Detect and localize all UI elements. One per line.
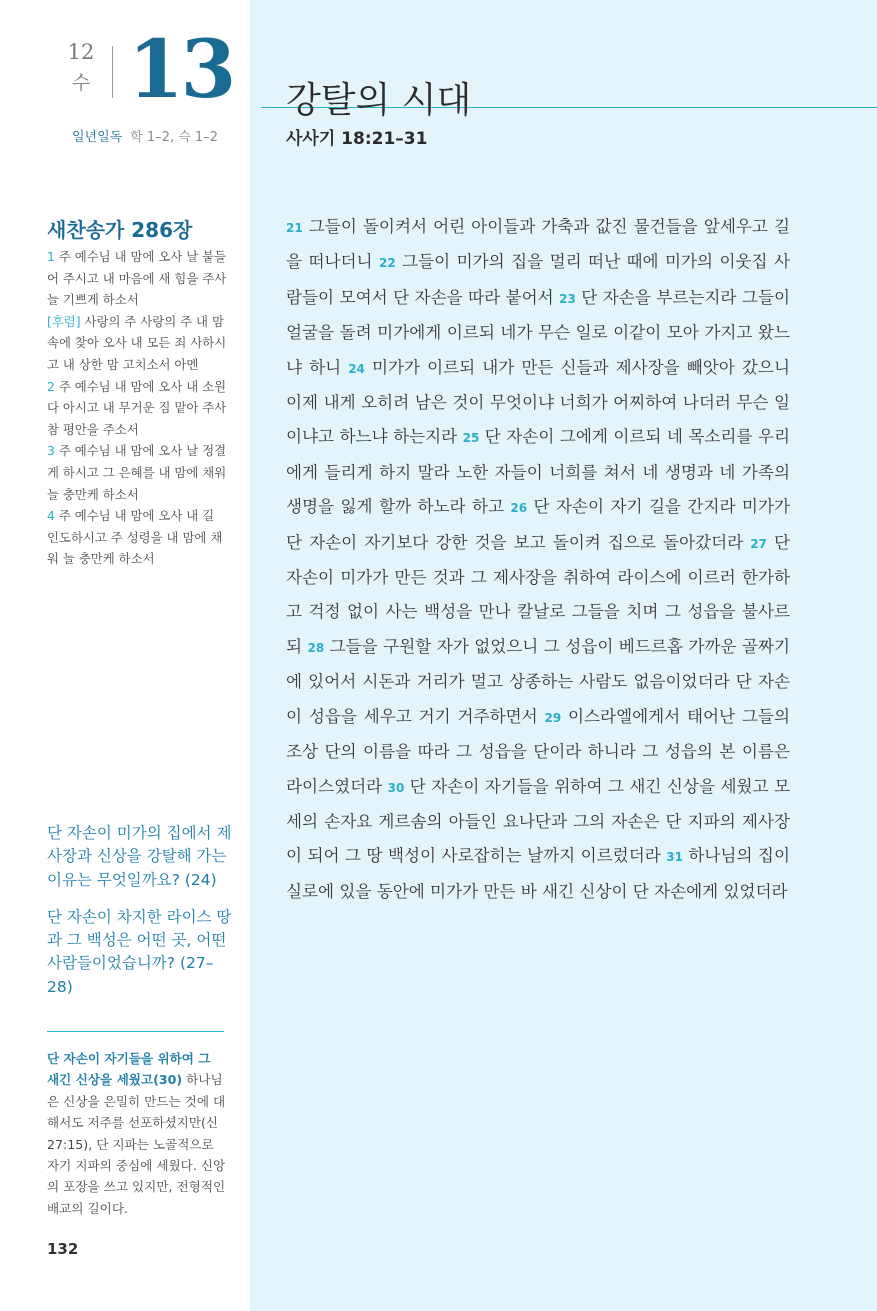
verse-number: 30 [387, 780, 405, 795]
verse-number: 25 [462, 431, 480, 446]
verse-text: 단 자손이 자기 길을 간지라 미가가 단 자손이 자기보다 강한 것을 보고 돌이켜 집으로 돌아갔더라 [286, 497, 791, 552]
day-number: 13 [128, 22, 234, 116]
page-title: 강탈의 시대 [286, 80, 472, 122]
verse-text: 단 자손이 그에게 이르되 네 목소리를 우리에게 들리게 하지 말라 노한 자들이 너희를 쳐서 네 생명과 네 가족의 생명을 잃게 할까 하노라 하고 [286, 427, 790, 517]
note-divider [47, 1031, 224, 1032]
annual-reading-refs: 학 1–2, 슥 1–2 [130, 130, 218, 145]
verse-text: 단 자손이 미가가 만든 것과 그 제사장을 취하여 라이스에 이르러 한가하고 걱정 없이 사는 백성을 만나 칼날로 그들을 치며 그 성읍을 불사르되 [286, 532, 790, 656]
hymn-verse [47, 246, 227, 311]
verse-text: 그들이 돌이켜서 어린 아이들과 가축과 값진 물건들을 앞세우고 길을 떠나더니 [286, 217, 790, 272]
hymn-verse-text: 주 예수님 내 맘에 오사 날 붙들어 주시고 내 마음에 새 힘을 주사 늘 기쁘게 하소서 [47, 249, 227, 308]
hymn-refrain [47, 311, 227, 376]
verse-number: 29 [544, 710, 562, 725]
sidebar [0, 0, 250, 1311]
verse-number: 27 [750, 536, 767, 551]
hymn-verse-text: 주 예수님 내 맘에 오사 내 길 인도하시고 주 성령을 내 맘에 채워 늘 충만케 하소서 [47, 508, 223, 567]
hymn-verse [47, 376, 227, 441]
hymn-verse [47, 505, 227, 570]
scripture-reference: 사사기 18:21–31 [286, 129, 428, 149]
annual-reading-label: 일년일독 [72, 130, 123, 145]
weekday: 수 [71, 72, 91, 94]
month-number: 12 [67, 40, 95, 64]
verse-number: 31 [666, 850, 683, 865]
verse-number: 22 [378, 256, 396, 271]
hymn-refrain-label: [후렴] [47, 313, 81, 329]
verse-number: 23 [559, 291, 576, 306]
note-highlight: 단 자손이 자기들을 위하여 그 새긴 신상을 세웠고(30) [47, 1051, 211, 1088]
verse-text: 이스라엘에게서 태어난 그들의 조상 단의 이름을 따라 그 성읍을 단이라 하니라 그 성읍의 본 이름은 라이스였더라 [286, 706, 790, 796]
verse-number: 21 [286, 221, 303, 235]
verse-number: 26 [510, 501, 528, 516]
page-number: 132 [47, 1240, 79, 1258]
reflection-questions [47, 822, 232, 1013]
hymn-verse-number: 1 [47, 249, 55, 264]
hymn-verse-text: 주 예수님 내 맘에 오사 내 소원 다 아시고 내 무거운 짐 맡아 주사 참 평안을 주소서 [47, 378, 227, 437]
annual-reading [72, 126, 218, 145]
verse-text: 단 자손이 자기들을 위하여 그 새긴 신상을 세웠고 모세의 손자요 게르솜의 아들인 요나단과 그의 자손은 단 지파의 제사장이 되어 그 땅 백성이 사로잡히는 날까지 이르렀더라 [286, 776, 791, 866]
verse-text: 그들을 구원할 자가 없었으니 그 성읍이 베드르홉 가까운 골짜기에 있어서 시돈과 거리가 멀고 상종하는 사람도 없음이었더라 단 자손이 성읍을 세우고 거기 거주하면서 [286, 636, 790, 726]
scripture-passage [286, 210, 790, 909]
verse-number: 24 [348, 361, 365, 376]
hymn-verse-number: 3 [47, 443, 55, 459]
hymn-verse-text: 사랑의 주 사랑의 주 내 맘속에 찾아 오사 내 모든 죄 사하시고 내 상한 맘 고치소서 아멘 [47, 313, 227, 372]
hymn-verse-number: 2 [47, 378, 55, 394]
date-divider [112, 46, 113, 98]
question-1: 단 자손이 미가의 집에서 제사장과 신상을 강탈해 가는 이유는 무엇일까요? (24) [47, 824, 232, 889]
verse-text: 미가가 이르되 내가 만든 신들과 제사장을 빼앗아 갔으니 이제 내게 오히려 남은 것이 무엇이냐 너희가 어찌하여 나더러 무슨 일이냐고 하느냐 하는지라 [286, 357, 790, 447]
verse-text: 단 자손을 부르는지라 그들이 얼굴을 돌려 미가에게 이르되 네가 무슨 일로 이같이 모아 가지고 왔느냐 하니 [286, 287, 790, 377]
hymn-lyrics [47, 246, 227, 570]
verse-text: 그들이 미가의 집을 멀리 떠난 때에 미가의 이웃집 사람들이 모여서 단 자손을 따라 붙어서 [286, 252, 791, 307]
verse-number: 28 [307, 640, 325, 655]
hymn-verse-text: 주 예수님 내 맘에 오사 날 정결게 하시고 그 은혜를 내 맘에 채워 늘 충만케 하소서 [47, 443, 227, 502]
note-text: 하나님은 신상을 은밀히 만드는 것에 대해서도 저주를 선포하셨지만(신 27:15), 단 지파는 노골적으로 자기 지파의 중심에 세웠다. 신앙의 포장을 쓰고 있지만, 전형적인 배교의 길이다. [47, 1072, 226, 1216]
question-2: 단 자손이 차지한 라이스 땅과 그 백성은 어떤 곳, 어떤 사람들이었습니까? (27–28) [47, 907, 232, 996]
hymn-verse [47, 440, 227, 505]
verse-text: 하나님의 집이 실로에 있을 동안에 미가가 만든 바 새긴 신상이 단 자손에게 있었더라 [286, 846, 790, 901]
hymn-title: 새찬송가 286장 [47, 218, 193, 242]
hymn-verse-number: 4 [47, 508, 55, 524]
commentary-note [47, 1048, 227, 1219]
